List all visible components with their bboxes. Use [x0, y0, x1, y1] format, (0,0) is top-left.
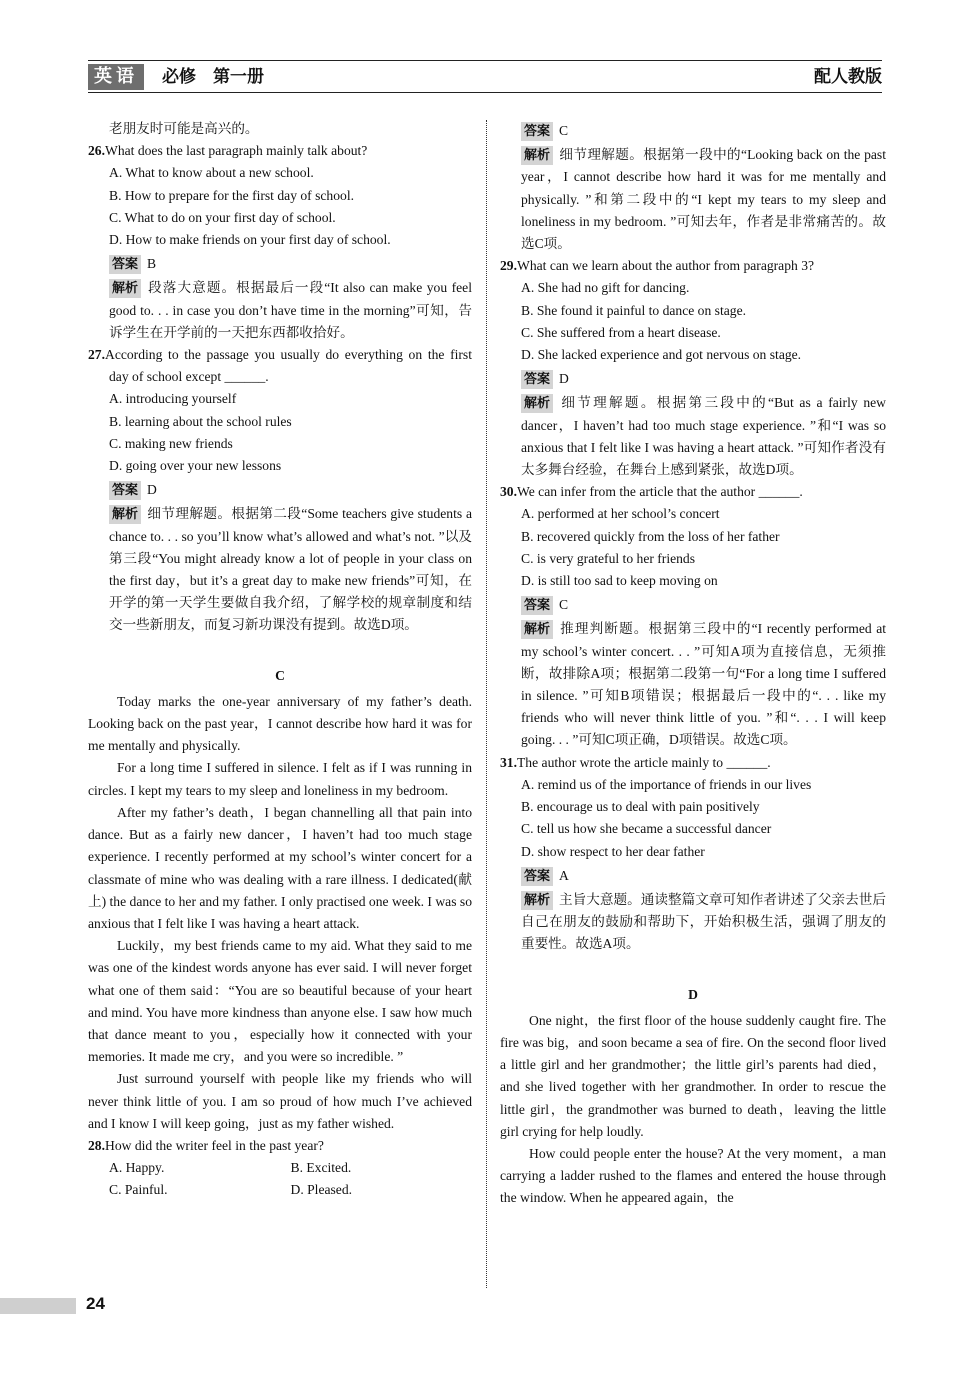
page-number: 24	[86, 1294, 105, 1313]
answer-tag: 答案	[109, 255, 141, 274]
option: A. remind us of the importance of friends in our lives	[521, 776, 812, 792]
passage-paragraph: After my father’s death，I began channelling all that pain into dance. But as a fairly new dancer，I haven’t had too much stage experience. I recently performed at my school’s winter concert for a classmate of mine who was dealing with a rare illness. I dedicated(献上) the dance to her and my father. I only practised one week. I was so anxious that I felt like I was having a heart attack.	[88, 804, 472, 931]
question-stem: 26.What does the last paragraph mainly talk about?	[88, 143, 368, 159]
answer-line	[88, 253, 472, 275]
option: C. She suffered from a heart disease.	[521, 324, 721, 340]
answer-line	[500, 865, 886, 887]
explain-tag: 解析	[521, 891, 553, 910]
question-27	[88, 344, 472, 637]
question-stem: 27.According to the passage you usually do everything on the first day of school except ______.	[88, 347, 472, 385]
option: B. learning about the school rules	[109, 413, 292, 429]
option: B. How to prepare for the first day of school.	[109, 187, 354, 203]
explanation: 解析 主旨大意题。通读整篇文章可知作者讲述了父亲去世后自己在朋友的鼓励和帮助下，开始积极生活，强调了朋友的重要性。故选A项。	[521, 891, 886, 952]
question-number: 28.	[88, 1137, 105, 1153]
option: D. show respect to her dear father	[521, 843, 705, 859]
question-number: 29.	[500, 258, 517, 274]
option: B. She found it painful to dance on stage.	[521, 302, 747, 318]
option: D. She lacked experience and got nervous on stage.	[521, 347, 802, 363]
passage-paragraph: One night，the first floor of the house suddenly caught fire. The fire was big，and soon became a sea of fire. On the second floor lived a little girl and her grandmother；the little girl’s parents had died，and she lived together with her grandmother. In order to rescue the little girl，the grandmother was burned to death，leaving the little girl crying for help loudly.	[500, 1012, 886, 1139]
answer-tag: 答案	[521, 122, 553, 141]
answer-value: D	[147, 482, 157, 498]
question-31	[500, 752, 886, 956]
option: B. encourage us to deal with pain positively	[521, 799, 760, 815]
explain-tag: 解析	[109, 505, 141, 524]
option: B. recovered quickly from the loss of her father	[521, 528, 780, 544]
continued-explanation: 老朋友时可能是高兴的。	[109, 121, 259, 136]
answer-tag: 答案	[109, 481, 141, 500]
answer-tag: 答案	[521, 370, 553, 389]
explanation: 解析 段落大意题。根据最后一段“It also can make you feel good to. . . in case you don’t have time in the morning”可知，告诉学生在开学前的一天把东西都收拾好。	[109, 280, 472, 340]
question-30	[500, 481, 886, 751]
option: D. going over your new lessons	[109, 458, 282, 474]
explain-tag: 解析	[521, 394, 553, 413]
answer-line	[500, 594, 886, 616]
question-29	[500, 255, 886, 481]
option: C. Painful.	[109, 1182, 168, 1198]
option-row	[88, 1179, 472, 1201]
explain-tag: 解析	[109, 279, 141, 298]
passage-paragraph: Just surround yourself with people like my friends who will never think little of you. I am so proud of how much I’ve achieved and I know I will keep going，just as my father wished.	[88, 1071, 472, 1131]
explanation: 解析 推理判断题。根据第三段中的“I recently performed at my school’s winter concert. . . ”可知A项为直接信息，无须推断，故排除A项；根据第二段第一句“For a long time I suffered in silence. ”可知B项错误；根据最后一段中的“. . . like my friends who will never think little of you. ”和“. . . I will keep going. . . ”可知C项正确，D项错误。故选C项。	[521, 621, 886, 748]
header-bottom-rule	[88, 92, 882, 93]
question-number: 26.	[88, 143, 105, 159]
question-number: 27.	[88, 347, 105, 363]
left-column	[88, 118, 472, 1202]
passage-paragraph: How could people enter the house? At the very moment，a man carrying a ladder rushed to the flames and entered the house through the window. When he appeared again，the	[500, 1145, 886, 1206]
answer-value: D	[559, 371, 569, 387]
explanation: 解析 细节理解题。根据第一段中的“Looking back on the past year，I cannot describe how hard it was for me mentally and physically. ”和第二段中的“I kept my tears to my sleep and loneliness in my bedroom. ”可知去年，作者是非常痛苦的。故选C项。	[521, 147, 886, 252]
option: C. is very grateful to her friends	[521, 550, 696, 566]
subject-badge: 英语	[88, 64, 144, 90]
option: A. What to know about a new school.	[109, 165, 314, 181]
answer-line	[500, 120, 886, 142]
passage-paragraph: Today marks the one-year anniversary of my father’s death. Looking back on the past year，I cannot describe how hard it was for me mentally and physically.	[88, 693, 472, 754]
section-heading: C	[275, 667, 285, 683]
explain-tag: 解析	[521, 620, 553, 639]
answer-value: A	[559, 867, 569, 883]
publisher-label: 配人教版	[814, 67, 882, 87]
option: C. making new friends	[109, 435, 233, 451]
answer-line	[88, 479, 472, 501]
option: C. What to do on your first day of school.	[109, 209, 336, 225]
question-stem: 31.The author wrote the article mainly to ______.	[500, 754, 771, 770]
answer-value: C	[559, 123, 569, 138]
answer-tag: 答案	[521, 596, 553, 615]
question-28	[88, 1135, 472, 1202]
explanation: 解析 细节理解题。根据第三段中的“But as a fairly new dancer，I haven’t had too much stage experience. ”和“I was so anxious that I felt like I was having a heart attack. ”可知作者没有太多舞台经验，在舞台上感到紧张，故选D项。	[521, 395, 886, 478]
question-number: 30.	[500, 484, 517, 500]
question-28-answer	[500, 120, 886, 255]
option: A. performed at her school’s concert	[521, 506, 720, 522]
option: D. How to make friends on your first day of school.	[109, 232, 391, 248]
option: C. tell us how she became a successful dancer	[521, 821, 772, 837]
section-heading: D	[688, 986, 698, 1002]
page-header	[88, 58, 882, 94]
passage-paragraph: For a long time I suffered in silence. I felt as if I was running in circles. I kept my tears to my sleep and loneliness in my bedroom.	[88, 760, 472, 798]
answer-value: C	[559, 597, 569, 613]
option: B. Excited.	[290, 1160, 352, 1176]
book-title: 必修 第一册	[162, 67, 264, 87]
option-row	[88, 1157, 472, 1179]
explanation: 解析 细节理解题。根据第二段“Some teachers give students a chance to. . . so you’ll know what’s allowed and what’s not. ”以及第三段“You might already know a lot of people in your class on the first day，but it’s a great day to make new friends”可知，在开学的第一天学生要做自我介绍，了解学校的规章制度和结交一些新朋友，而复习新功课没有提到。故选D项。	[109, 506, 472, 633]
question-number: 31.	[500, 754, 517, 770]
option: A. introducing yourself	[109, 391, 237, 407]
answer-tag: 答案	[521, 867, 553, 886]
question-26	[88, 140, 472, 344]
right-column	[500, 118, 886, 1210]
answer-value: B	[147, 256, 157, 272]
option: A. She had no gift for dancing.	[521, 280, 690, 296]
question-stem: 28.How did the writer feel in the past year?	[88, 1137, 324, 1153]
option: A. Happy.	[109, 1160, 165, 1176]
option: D. Pleased.	[290, 1182, 353, 1198]
header-top-rule	[88, 60, 882, 61]
column-divider	[486, 120, 487, 1288]
answer-line	[500, 368, 886, 390]
footer-bar	[0, 1298, 76, 1314]
question-stem: 29.What can we learn about the author from paragraph 3?	[500, 258, 815, 274]
option: D. is still too sad to keep moving on	[521, 573, 718, 589]
explain-tag: 解析	[521, 146, 553, 165]
passage-paragraph: Luckily，my best friends came to my aid. What they said to me was one of the kindest words anyone has ever said. I will never forget what one of them said：“You are so beautiful because of your heart and mind. You have more kindness than anyone else. I saw how much that dance meant to you，especially how it connected with your memories. It made me cry，and you were so incredible. ”	[88, 938, 472, 1065]
question-stem: 30.We can infer from the article that the author ______.	[500, 484, 803, 500]
